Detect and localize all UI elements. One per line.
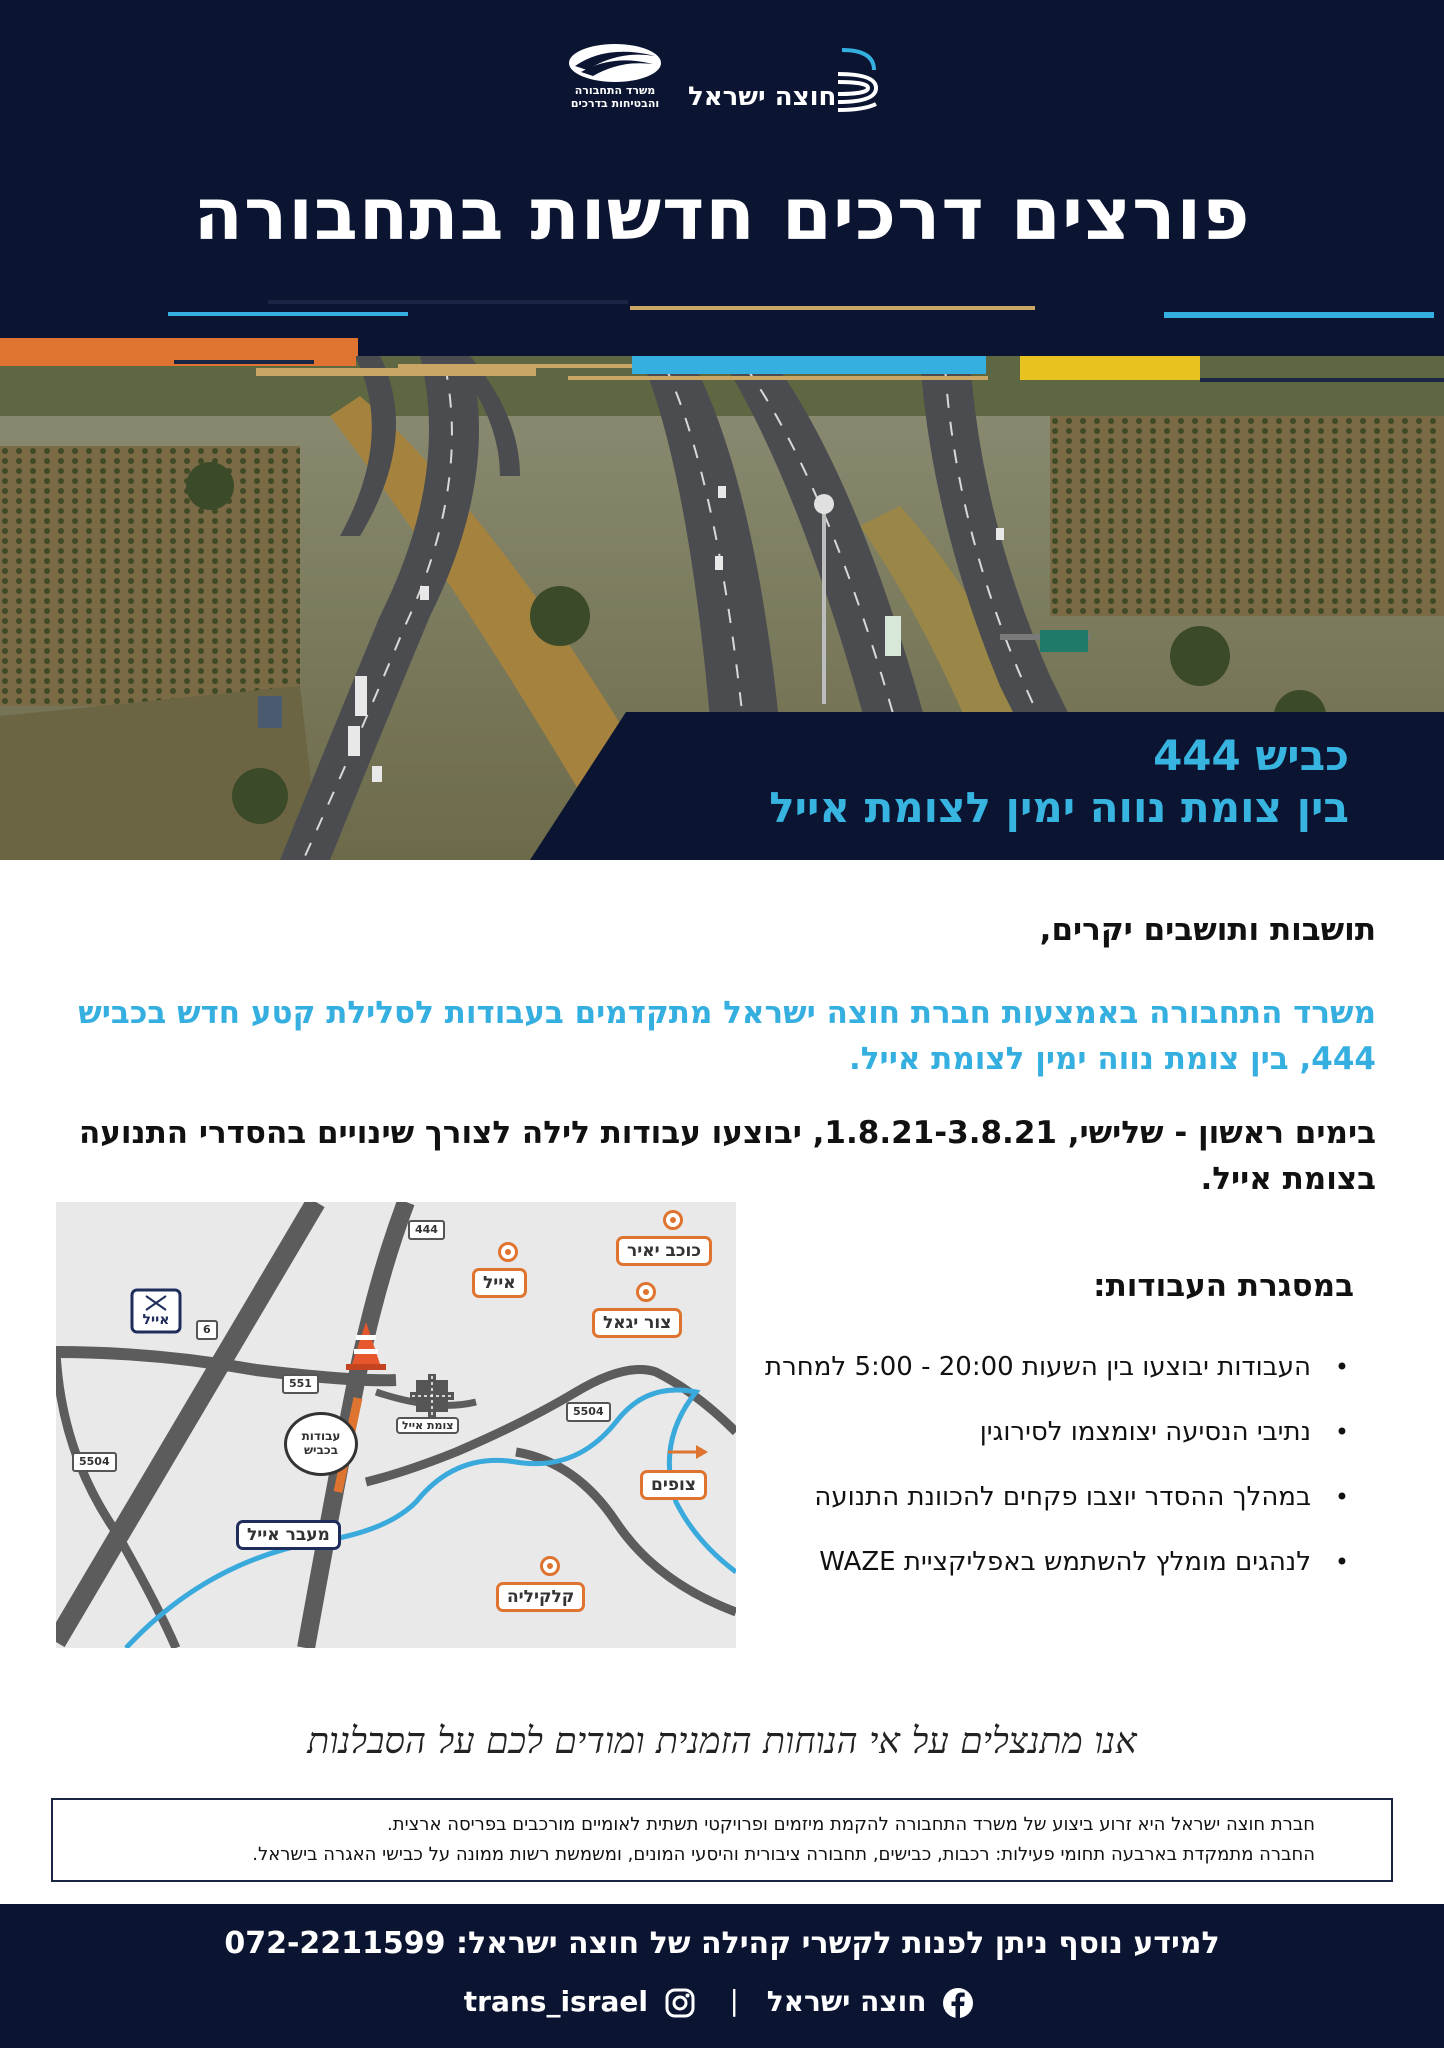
footer: [0, 1904, 1444, 2048]
stripe-gold-mid: [630, 306, 1035, 310]
ministry-logo-icon: [567, 42, 663, 84]
road-444-label: 444: [408, 1220, 445, 1240]
stripe-orange-left: [0, 338, 358, 356]
stripe-dark-left: [268, 300, 628, 304]
trans-israel-logo: [686, 44, 882, 114]
route-title-section: בין צומת נווה ימין לצומת אייל: [769, 783, 1349, 832]
instagram-link[interactable]: [464, 1985, 702, 2019]
company-about-box: [51, 1798, 1393, 1882]
kochav-yair-pin-icon: [663, 1210, 683, 1230]
route-title-road: כביש 444: [1153, 731, 1349, 780]
place-qalqilya: קלקיליה: [496, 1582, 585, 1612]
list-item: • במהלך ההסדר יוצבו פקחים להכוונת התנועה: [765, 1465, 1349, 1530]
junction-icon: [410, 1374, 454, 1418]
aerial-road-photo: [0, 356, 1444, 860]
road-5504-right-label: 5504: [566, 1402, 611, 1422]
place-maavar-eyal: מעבר אייל: [236, 1520, 341, 1550]
place-kochav-yair: כוכב יאיר: [616, 1236, 712, 1266]
road-6-label: 6: [196, 1320, 218, 1340]
contact-info: למידע נוסף ניתן לפנות לקשרי קהילה של חוצה ישראל: 072-2211599: [224, 1926, 1220, 1961]
junction-eyal-label: צומת אייל: [396, 1417, 459, 1434]
list-item: • לנהגים מומלץ להשתמש באפליקציית WAZE: [765, 1530, 1349, 1595]
trans-israel-logo-text: חוצה ישראל: [688, 82, 837, 112]
road-551-label: 551: [282, 1374, 319, 1394]
road-5504-left-label: 5504: [72, 1452, 117, 1472]
ministry-logo: [565, 40, 665, 116]
place-tzofim: צופים: [640, 1470, 707, 1500]
works-list: [765, 1335, 1349, 1595]
list-item: • נתיבי הנסיעה יצומצמו לסירוגין: [765, 1400, 1349, 1465]
tzur-yigal-pin-icon: [636, 1282, 656, 1302]
social-separator: |: [729, 1984, 739, 2017]
junction-map: [56, 1202, 736, 1648]
company-about-line-2: החברה מתמקדת בארבעה תחומי פעילות: רכבות, כבישים, תחבורה ציבורית והיסעי המונים, ומשמשת רשות ממונה על כבישי האגרה בישראל.: [252, 1844, 1315, 1865]
facebook-link[interactable]: [767, 1985, 981, 2019]
stripe-blue-right: [1164, 312, 1434, 318]
main-headline: פורצים דרכים חדשות בתחבורה: [193, 172, 1251, 256]
logos-row: [0, 40, 1444, 120]
greeting: תושבות ותושבים יקרים,: [1039, 912, 1376, 948]
schedule-paragraph: בימים ראשון - שלישי, 1.8.21-3.8.21, יבוצעו עבודות לילה לצורך שינויים בהסדרי התנועה בצומת אייל.: [78, 1115, 1376, 1197]
company-about-line-1: חברת חוצה ישראל היא זרוע ביצוע של משרד התחבורה להקמת מיזמים ופרויקטי תשתית לאומיים מורכבים בפריסה ארצית.: [387, 1814, 1315, 1835]
stripe-blue-left: [168, 312, 408, 316]
intro-paragraph: משרד התחבורה באמצעות חברת חוצה ישראל מתקדמים בעבודות לסלילת קטע חדש בכביש 444, בין צומת נווה ימין לצומת אייל.: [78, 995, 1376, 1077]
trans-israel-logo-icon: [834, 44, 880, 116]
place-tzur-yigal: צור יגאל: [592, 1308, 682, 1338]
social-links: [0, 1984, 1444, 2019]
facebook-page-name: חוצה ישראל: [766, 1985, 927, 2018]
instagram-handle: trans_israel: [463, 1985, 649, 2018]
works-bubble: עבודות בכביש: [284, 1412, 358, 1476]
header-banner: [0, 0, 1444, 356]
qalqilya-pin-icon: [540, 1556, 560, 1576]
ministry-logo-text: משרד התחבורה והבטיחות בדרכים: [570, 84, 660, 110]
list-item: • העבודות יבוצעו בין השעות 20:00 - 5:00 למחרת: [765, 1335, 1349, 1400]
place-eyal: אייל: [472, 1268, 527, 1298]
apology-note: אנו מתנצלים על אי הנוחות הזמנית ומודים לכם על הסבלנות: [307, 1721, 1137, 1762]
route-title: [769, 730, 1349, 834]
instagram-icon: [664, 1987, 696, 2019]
eyal-sign-label: אייל: [142, 1312, 170, 1328]
eyal-pin-icon: [498, 1242, 518, 1262]
facebook-icon: [942, 1987, 974, 2019]
works-title: במסגרת העבודות:: [1093, 1268, 1354, 1304]
